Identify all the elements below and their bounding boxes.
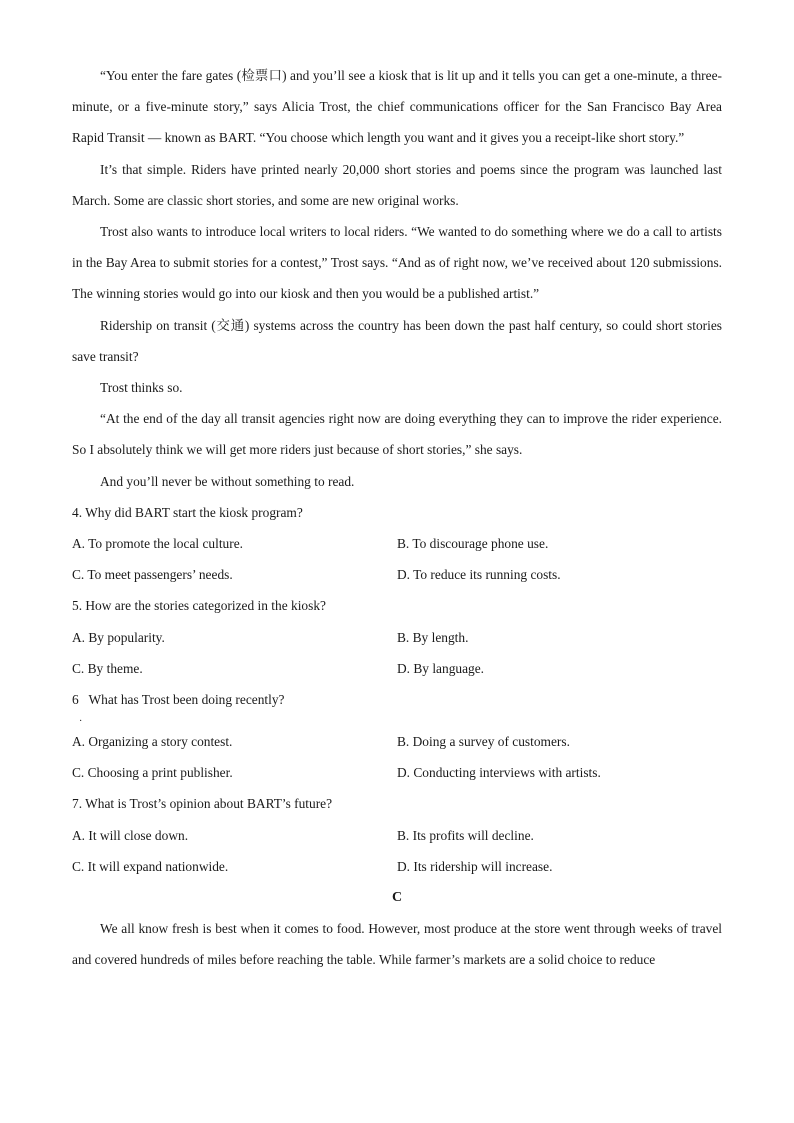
option-d: D. To reduce its running costs. xyxy=(397,567,561,583)
option-c: C. To meet passengers’ needs. xyxy=(72,567,233,583)
question-stem: 5. How are the stories categorized in the kiosk? xyxy=(72,598,326,614)
option-b: B. By length. xyxy=(397,629,469,645)
option-a: A. It will close down. xyxy=(72,827,189,843)
option-d: D. By language. xyxy=(397,660,485,676)
option-d: D. Its ridership will increase. xyxy=(397,858,553,874)
option-d: D. Conducting interviews with artists. xyxy=(397,765,601,781)
passage-b-paragraph-7: And you’ll never be without something to read. xyxy=(100,473,355,489)
passage-b-paragraph-2: It’s that simple. Riders have printed nearly 20,000 short stories and poems since the program was launched last March. Some are classic short stories, and some are new original works. xyxy=(72,161,722,208)
question-stem-wrapper xyxy=(72,684,722,726)
option-c: C. It will expand nationwide. xyxy=(72,858,229,874)
stem-mark: · xyxy=(79,716,83,728)
option-c: C. By theme. xyxy=(72,660,143,676)
document-page xyxy=(72,60,722,976)
passage-c-paragraph-1: We all know fresh is best when it comes to food. However, most produce at the store went through weeks of travel and covered hundreds of miles before reaching the table. While farmer’s markets are a solid choice to reduce xyxy=(72,921,722,968)
question-options xyxy=(72,726,722,788)
question-7 xyxy=(72,788,722,882)
question-stem: 4. Why did BART start the kiosk program? xyxy=(72,504,303,520)
question-options xyxy=(72,528,722,590)
option-a: A. To promote the local culture. xyxy=(72,536,243,552)
passage-b-paragraph-1: “You enter the fare gates (检票口) and you’ll see a kiosk that is lit up and it tells you can get a one-minute, a three-minute, or a five-minute story,” says Alicia Trost, the chief communications officer for the San Francisco Bay Area Rapid Transit — known as BART. “You choose which length you want and it gives you a receipt-like short story.” xyxy=(72,68,722,146)
question-options xyxy=(72,622,722,684)
option-c: C. Choosing a print publisher. xyxy=(72,765,233,781)
option-a: A. By popularity. xyxy=(72,629,165,645)
passage-b-paragraph-6: “At the end of the day all transit agencies right now are doing everything they can to improve the rider experience. So I absolutely think we will get more riders just because of short stories,” she says. xyxy=(72,411,722,458)
question-stem: 7. What is Trost’s opinion about BART’s future? xyxy=(72,796,333,812)
question-5 xyxy=(72,590,722,684)
section-heading-c: C xyxy=(391,890,403,906)
question-6 xyxy=(72,684,722,788)
question-stem: 6 What has Trost been doing recently? xyxy=(72,692,285,708)
option-b: B. Its profits will decline. xyxy=(397,827,534,843)
passage-b-paragraph-5: Trost thinks so. xyxy=(100,380,183,396)
option-b: B. To discourage phone use. xyxy=(397,536,549,552)
passage-b-paragraph-3: Trost also wants to introduce local writers to local riders. “We wanted to do something where we do a call to artists in the Bay Area to submit stories for a contest,” Trost says. “And as of right now, we’ve received about 120 submissions. The winning stories would go into our kiosk and then you would be a published artist.” xyxy=(72,224,722,302)
option-a: A. Organizing a story contest. xyxy=(72,734,233,750)
question-options xyxy=(72,820,722,882)
option-b: B. Doing a survey of customers. xyxy=(397,734,570,750)
question-4 xyxy=(72,497,722,591)
passage-b-paragraph-4: Ridership on transit (交通) systems across the country has been down the past half century, so could short stories save transit? xyxy=(72,317,722,364)
